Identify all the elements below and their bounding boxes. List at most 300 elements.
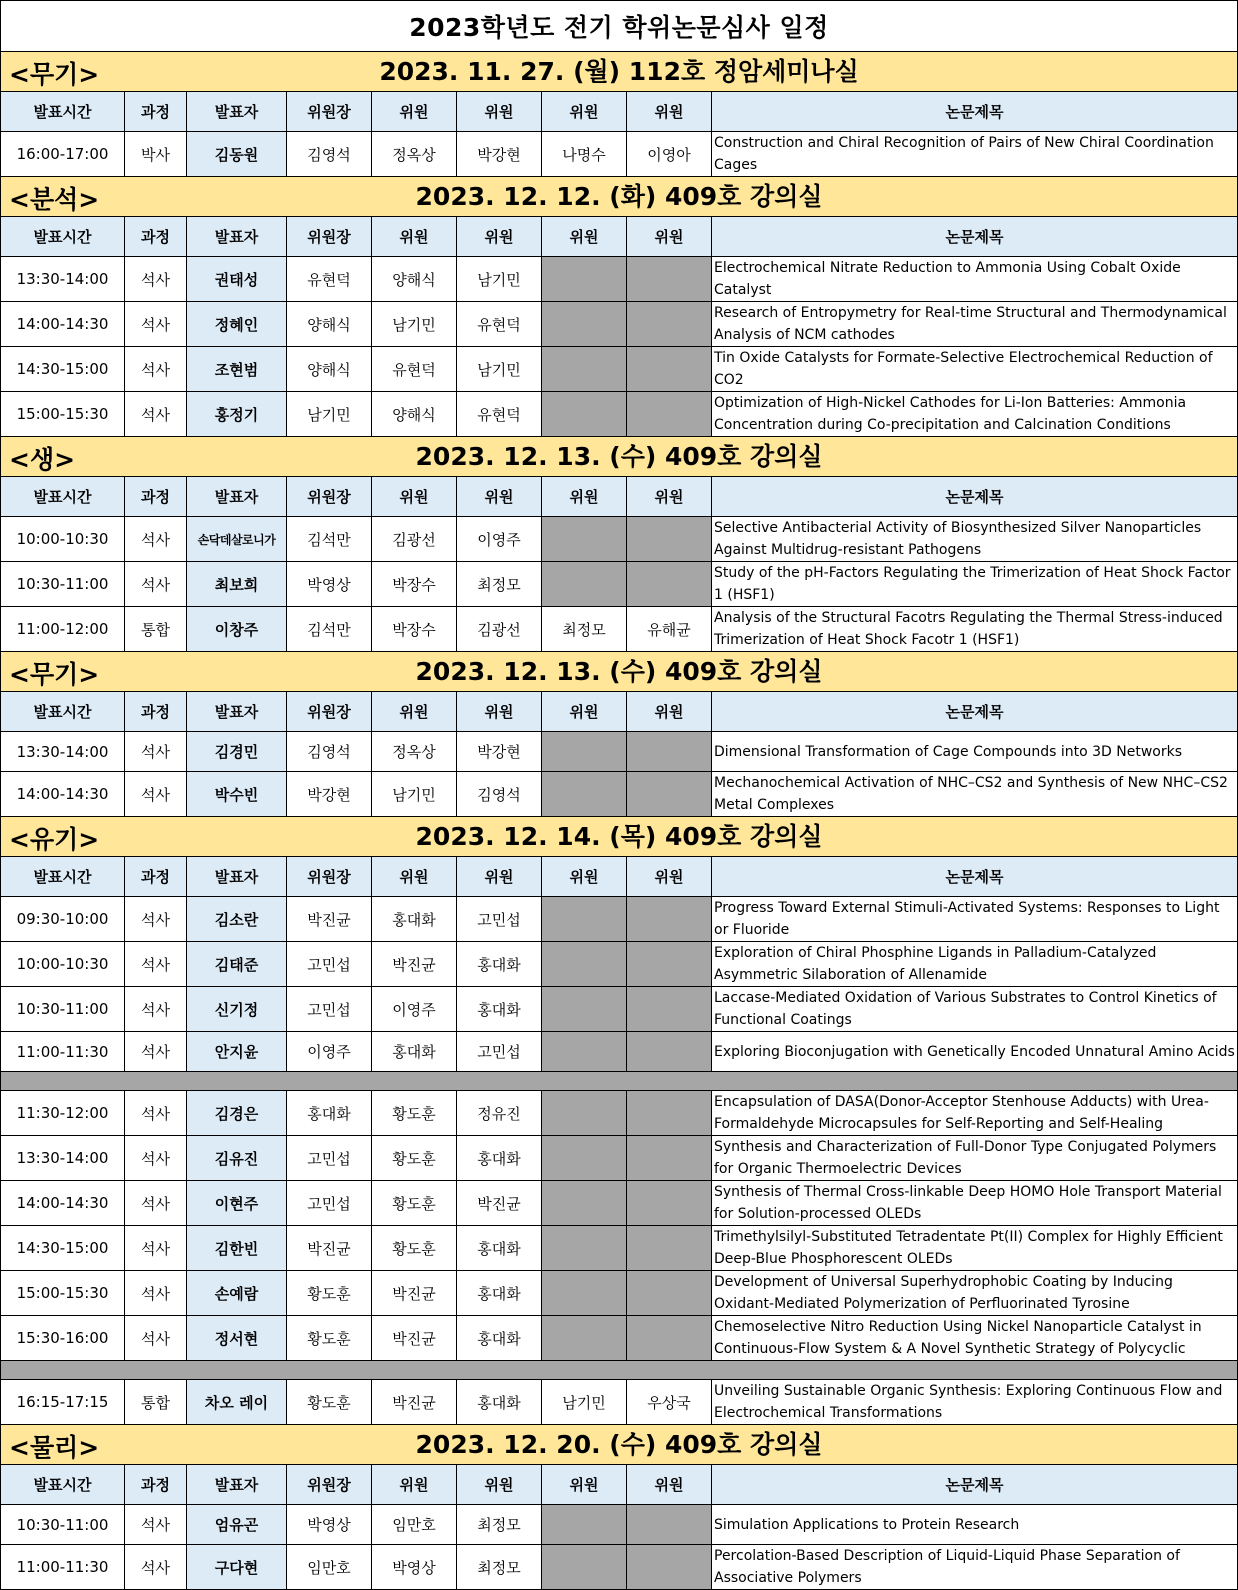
column-header: 위원	[542, 857, 627, 897]
table-row	[1, 257, 1238, 302]
column-header: 발표시간	[1, 217, 125, 257]
course-cell: 석사	[125, 1226, 187, 1271]
member-cell	[542, 1226, 627, 1271]
time-cell: 11:30-12:00	[1, 1091, 125, 1136]
member-cell	[627, 897, 712, 942]
section-header	[1, 817, 1238, 857]
time-cell: 15:30-16:00	[1, 1316, 125, 1361]
member-cell	[627, 347, 712, 392]
presenter-cell: 김한빈	[187, 1226, 287, 1271]
member-cell	[542, 942, 627, 987]
member-cell: 이영주	[372, 987, 457, 1032]
presenter-cell: 손닥데살로니가	[187, 517, 287, 562]
presenter-cell: 김태준	[187, 942, 287, 987]
table-row	[1, 392, 1238, 437]
title-cell: Synthesis of Thermal Cross-linkable Deep HOMO Hole Transport Material for Solution-processed OLEDs	[712, 1181, 1238, 1226]
title-cell: Dimensional Transformation of Cage Compounds into 3D Networks	[712, 732, 1238, 772]
member-cell: 황도훈	[372, 1226, 457, 1271]
column-header: 위원장	[287, 217, 372, 257]
section-category: <물리>	[9, 1433, 100, 1462]
time-cell: 10:30-11:00	[1, 987, 125, 1032]
time-cell: 10:00-10:30	[1, 517, 125, 562]
section-category: <유기>	[9, 825, 100, 854]
column-header: 논문제목	[712, 1465, 1238, 1505]
course-cell: 석사	[125, 1032, 187, 1072]
chair-cell: 황도훈	[287, 1316, 372, 1361]
member-cell	[627, 1226, 712, 1271]
member-cell	[542, 1545, 627, 1590]
column-header: 위원	[542, 1465, 627, 1505]
member-cell: 박진균	[372, 1316, 457, 1361]
member-cell: 홍대화	[457, 1271, 542, 1316]
column-header: 발표자	[187, 1465, 287, 1505]
time-cell: 10:30-11:00	[1, 1505, 125, 1545]
presenter-cell: 차오 레이	[187, 1380, 287, 1425]
column-header: 위원	[372, 857, 457, 897]
chair-cell: 박강현	[287, 772, 372, 817]
member-cell	[542, 517, 627, 562]
member-cell	[627, 1091, 712, 1136]
column-header: 위원장	[287, 477, 372, 517]
member-cell: 정옥상	[372, 132, 457, 177]
table-row	[1, 772, 1238, 817]
member-cell: 김영석	[457, 772, 542, 817]
member-cell: 박장수	[372, 562, 457, 607]
column-header: 논문제목	[712, 477, 1238, 517]
column-header: 위원	[457, 477, 542, 517]
column-header: 논문제목	[712, 92, 1238, 132]
section-header	[1, 652, 1238, 692]
section-banner	[1, 52, 1238, 92]
member-cell: 남기민	[372, 772, 457, 817]
presenter-cell: 손예람	[187, 1271, 287, 1316]
title-cell: Laccase-Mediated Oxidation of Various Substrates to Control Kinetics of Functional Coatings	[712, 987, 1238, 1032]
column-header: 위원	[457, 692, 542, 732]
member-cell	[542, 772, 627, 817]
title-cell: Development of Universal Superhydrophobic Coating by Inducing Oxidant-Mediated Polymerization of Perfluorinated Tyrosine	[712, 1271, 1238, 1316]
member-cell: 박강현	[457, 132, 542, 177]
column-header: 위원	[627, 857, 712, 897]
column-header-row	[1, 477, 1238, 517]
member-cell	[542, 347, 627, 392]
member-cell: 최정모	[457, 1505, 542, 1545]
member-cell: 홍대화	[457, 1380, 542, 1425]
column-header: 발표시간	[1, 857, 125, 897]
table-row	[1, 1505, 1238, 1545]
title-row	[1, 1, 1238, 52]
section-banner	[1, 1425, 1238, 1465]
member-cell: 황도훈	[372, 1136, 457, 1181]
chair-cell: 양해식	[287, 302, 372, 347]
title-cell: Study of the pH-Factors Regulating the Trimerization of Heat Shock Factor 1 (HSF1)	[712, 562, 1238, 607]
member-cell: 이영아	[627, 132, 712, 177]
column-header: 과정	[125, 217, 187, 257]
member-cell: 남기민	[372, 302, 457, 347]
presenter-cell: 김경은	[187, 1091, 287, 1136]
column-header: 발표자	[187, 92, 287, 132]
member-cell: 이영주	[457, 517, 542, 562]
chair-cell: 김석만	[287, 517, 372, 562]
break-row	[1, 1072, 1238, 1091]
column-header: 위원장	[287, 1465, 372, 1505]
course-cell: 석사	[125, 257, 187, 302]
chair-cell: 이영주	[287, 1032, 372, 1072]
member-cell: 홍대화	[457, 1316, 542, 1361]
time-cell: 11:00-11:30	[1, 1032, 125, 1072]
column-header: 위원	[627, 1465, 712, 1505]
column-header: 논문제목	[712, 857, 1238, 897]
course-cell: 석사	[125, 392, 187, 437]
chair-cell: 고민섭	[287, 1136, 372, 1181]
chair-cell: 남기민	[287, 392, 372, 437]
title-cell: Selective Antibacterial Activity of Biosynthesized Silver Nanoparticles Against Multidrug-resistant Pathogens	[712, 517, 1238, 562]
time-cell: 16:15-17:15	[1, 1380, 125, 1425]
section-header	[1, 1425, 1238, 1465]
table-row	[1, 132, 1238, 177]
table-row	[1, 607, 1238, 652]
time-cell: 10:00-10:30	[1, 942, 125, 987]
member-cell: 황도훈	[372, 1091, 457, 1136]
member-cell: 홍대화	[457, 942, 542, 987]
time-cell: 13:30-14:00	[1, 732, 125, 772]
presenter-cell: 김동원	[187, 132, 287, 177]
section-date-venue: 2023. 12. 13. (수) 409호 강의실	[415, 656, 823, 686]
time-cell: 15:00-15:30	[1, 1271, 125, 1316]
column-header: 과정	[125, 1465, 187, 1505]
table-row	[1, 1181, 1238, 1226]
column-header-row	[1, 92, 1238, 132]
chair-cell: 황도훈	[287, 1380, 372, 1425]
column-header: 과정	[125, 477, 187, 517]
column-header: 발표자	[187, 692, 287, 732]
column-header: 위원	[457, 92, 542, 132]
member-cell	[542, 1316, 627, 1361]
presenter-cell: 엄유곤	[187, 1505, 287, 1545]
member-cell	[627, 1545, 712, 1590]
member-cell: 남기민	[457, 257, 542, 302]
time-cell: 14:30-15:00	[1, 1226, 125, 1271]
presenter-cell: 구다현	[187, 1545, 287, 1590]
member-cell: 박강현	[457, 732, 542, 772]
member-cell: 최정모	[542, 607, 627, 652]
column-header: 위원	[457, 1465, 542, 1505]
table-row	[1, 732, 1238, 772]
member-cell: 박진균	[457, 1181, 542, 1226]
column-header: 위원장	[287, 692, 372, 732]
table-row	[1, 1226, 1238, 1271]
table-row	[1, 347, 1238, 392]
member-cell: 홍대화	[372, 897, 457, 942]
presenter-cell: 조현범	[187, 347, 287, 392]
column-header: 발표시간	[1, 92, 125, 132]
member-cell	[542, 302, 627, 347]
course-cell: 석사	[125, 772, 187, 817]
member-cell: 홍대화	[372, 1032, 457, 1072]
table-row	[1, 562, 1238, 607]
section-date-venue: 2023. 12. 13. (수) 409호 강의실	[415, 441, 823, 471]
chair-cell: 고민섭	[287, 1181, 372, 1226]
title-cell: Synthesis and Characterization of Full-Donor Type Conjugated Polymers for Organic Thermoelectric Devices	[712, 1136, 1238, 1181]
member-cell: 홍대화	[457, 1226, 542, 1271]
column-header: 위원장	[287, 92, 372, 132]
member-cell: 유해균	[627, 607, 712, 652]
member-cell: 유현덕	[457, 302, 542, 347]
title-cell: Encapsulation of DASA(Donor-Acceptor Stenhouse Adducts) with Urea-Formaldehyde Microcapsules for Self-Reporting and Self-Healing	[712, 1091, 1238, 1136]
column-header: 발표시간	[1, 1465, 125, 1505]
presenter-cell: 이창주	[187, 607, 287, 652]
table-row	[1, 897, 1238, 942]
member-cell: 김광선	[457, 607, 542, 652]
member-cell	[627, 392, 712, 437]
presenter-cell: 박수빈	[187, 772, 287, 817]
section-category: <무기>	[9, 660, 100, 689]
chair-cell: 홍대화	[287, 1091, 372, 1136]
presenter-cell: 최보희	[187, 562, 287, 607]
title-cell: Research of Entropymetry for Real-time Structural and Thermodynamical Analysis of NCM cathodes	[712, 302, 1238, 347]
presenter-cell: 김소란	[187, 897, 287, 942]
course-cell: 석사	[125, 302, 187, 347]
member-cell: 고민섭	[457, 1032, 542, 1072]
title-cell: Tin Oxide Catalysts for Formate-Selective Electrochemical Reduction of CO2	[712, 347, 1238, 392]
member-cell	[627, 1181, 712, 1226]
course-cell: 석사	[125, 517, 187, 562]
break-cell	[1, 1361, 1238, 1380]
course-cell: 석사	[125, 1136, 187, 1181]
course-cell: 박사	[125, 132, 187, 177]
title-cell: Exploration of Chiral Phosphine Ligands in Palladium-Catalyzed Asymmetric Silaboration of Allenamide	[712, 942, 1238, 987]
column-header: 위원장	[287, 857, 372, 897]
section-header	[1, 52, 1238, 92]
member-cell: 양해식	[372, 257, 457, 302]
column-header: 위원	[457, 217, 542, 257]
table-row	[1, 1545, 1238, 1590]
table-row	[1, 302, 1238, 347]
column-header: 위원	[542, 92, 627, 132]
member-cell: 박진균	[372, 1271, 457, 1316]
column-header: 위원	[627, 92, 712, 132]
presenter-cell: 신기정	[187, 987, 287, 1032]
title-cell: Exploring Bioconjugation with Genetically Encoded Unnatural Amino Acids	[712, 1032, 1238, 1072]
time-cell: 13:30-14:00	[1, 257, 125, 302]
member-cell	[542, 987, 627, 1032]
course-cell: 석사	[125, 1091, 187, 1136]
member-cell	[627, 772, 712, 817]
member-cell: 정유진	[457, 1091, 542, 1136]
chair-cell: 양해식	[287, 347, 372, 392]
member-cell: 김광선	[372, 517, 457, 562]
time-cell: 11:00-12:00	[1, 607, 125, 652]
member-cell: 박영상	[372, 1545, 457, 1590]
time-cell: 14:30-15:00	[1, 347, 125, 392]
title-cell: Analysis of the Structural Facotrs Regulating the Thermal Stress-induced Trimerization of Heat Shock Facotr 1 (HSF1)	[712, 607, 1238, 652]
member-cell	[542, 392, 627, 437]
member-cell	[542, 257, 627, 302]
time-cell: 13:30-14:00	[1, 1136, 125, 1181]
course-cell: 석사	[125, 897, 187, 942]
member-cell	[627, 1271, 712, 1316]
member-cell: 남기민	[457, 347, 542, 392]
chair-cell: 박진균	[287, 897, 372, 942]
member-cell: 박장수	[372, 607, 457, 652]
presenter-cell: 김유진	[187, 1136, 287, 1181]
column-header: 발표자	[187, 477, 287, 517]
member-cell	[542, 897, 627, 942]
section-banner	[1, 652, 1238, 692]
column-header: 논문제목	[712, 692, 1238, 732]
member-cell: 남기민	[542, 1380, 627, 1425]
chair-cell: 김영석	[287, 132, 372, 177]
presenter-cell: 정혜인	[187, 302, 287, 347]
table-row	[1, 1380, 1238, 1425]
title-cell: Unveiling Sustainable Organic Synthesis: Exploring Continuous Flow and Electrochemical Transformations	[712, 1380, 1238, 1425]
presenter-cell: 안지윤	[187, 1032, 287, 1072]
title-cell: Chemoselective Nitro Reduction Using Nickel Nanoparticle Catalyst in Continuous-Flow System & A Novel Synthetic Strategy of Polycyclic	[712, 1316, 1238, 1361]
time-cell: 10:30-11:00	[1, 562, 125, 607]
member-cell: 우상국	[627, 1380, 712, 1425]
column-header: 과정	[125, 692, 187, 732]
presenter-cell: 김경민	[187, 732, 287, 772]
column-header-row	[1, 692, 1238, 732]
time-cell: 15:00-15:30	[1, 392, 125, 437]
title-cell: Trimethylsilyl-Substituted Tetradentate Pt(II) Complex for Highly Efficient Deep-Blue Phosphorescent OLEDs	[712, 1226, 1238, 1271]
course-cell: 통합	[125, 1380, 187, 1425]
section-category: <무기>	[9, 60, 100, 89]
chair-cell: 임만호	[287, 1545, 372, 1590]
time-cell: 14:00-14:30	[1, 1181, 125, 1226]
title-cell: Optimization of High-Nickel Cathodes for Li-Ion Batteries: Ammonia Concentration during Co-precipitation and Calcination Conditions	[712, 392, 1238, 437]
member-cell: 정옥상	[372, 732, 457, 772]
section-date-venue: 2023. 12. 12. (화) 409호 강의실	[415, 181, 823, 211]
time-cell: 11:00-11:30	[1, 1545, 125, 1590]
column-header: 위원	[542, 217, 627, 257]
member-cell	[627, 1136, 712, 1181]
chair-cell: 박진균	[287, 1226, 372, 1271]
column-header: 위원	[372, 692, 457, 732]
section-banner	[1, 437, 1238, 477]
section-banner	[1, 817, 1238, 857]
presenter-cell: 이현주	[187, 1181, 287, 1226]
member-cell: 홍대화	[457, 1136, 542, 1181]
column-header: 위원	[627, 217, 712, 257]
title-cell: Simulation Applications to Protein Research	[712, 1505, 1238, 1545]
time-cell: 16:00-17:00	[1, 132, 125, 177]
title-cell: Mechanochemical Activation of NHC–CS2 and Synthesis of New NHC–CS2 Metal Complexes	[712, 772, 1238, 817]
member-cell	[627, 732, 712, 772]
section-banner	[1, 177, 1238, 217]
course-cell: 석사	[125, 1505, 187, 1545]
chair-cell: 고민섭	[287, 942, 372, 987]
column-header: 위원	[457, 857, 542, 897]
course-cell: 석사	[125, 1316, 187, 1361]
time-cell: 14:00-14:30	[1, 772, 125, 817]
member-cell	[627, 942, 712, 987]
member-cell	[542, 1505, 627, 1545]
table-row	[1, 942, 1238, 987]
member-cell	[542, 732, 627, 772]
member-cell: 황도훈	[372, 1181, 457, 1226]
chair-cell: 박영상	[287, 1505, 372, 1545]
member-cell	[627, 987, 712, 1032]
presenter-cell: 권태성	[187, 257, 287, 302]
member-cell: 최정모	[457, 562, 542, 607]
column-header: 위원	[542, 692, 627, 732]
course-cell: 석사	[125, 732, 187, 772]
member-cell	[542, 1136, 627, 1181]
column-header: 과정	[125, 857, 187, 897]
table-row	[1, 1091, 1238, 1136]
title-cell: Progress Toward External Stimuli-Activated Systems: Responses to Light or Fluoride	[712, 897, 1238, 942]
column-header: 위원	[372, 477, 457, 517]
member-cell	[542, 1091, 627, 1136]
course-cell: 석사	[125, 1181, 187, 1226]
course-cell: 석사	[125, 942, 187, 987]
table-row	[1, 1271, 1238, 1316]
chair-cell: 김석만	[287, 607, 372, 652]
course-cell: 석사	[125, 562, 187, 607]
member-cell: 박진균	[372, 942, 457, 987]
chair-cell: 김영석	[287, 732, 372, 772]
column-header: 위원	[372, 217, 457, 257]
member-cell: 양해식	[372, 392, 457, 437]
column-header: 논문제목	[712, 217, 1238, 257]
member-cell	[627, 1316, 712, 1361]
column-header: 위원	[372, 1465, 457, 1505]
member-cell	[542, 562, 627, 607]
member-cell: 유현덕	[457, 392, 542, 437]
column-header-row	[1, 217, 1238, 257]
section-date-venue: 2023. 12. 20. (수) 409호 강의실	[415, 1429, 823, 1459]
chair-cell: 고민섭	[287, 987, 372, 1032]
column-header: 위원	[627, 477, 712, 517]
member-cell	[542, 1181, 627, 1226]
course-cell: 석사	[125, 1545, 187, 1590]
title-cell: Electrochemical Nitrate Reduction to Ammonia Using Cobalt Oxide Catalyst	[712, 257, 1238, 302]
break-row	[1, 1361, 1238, 1380]
member-cell	[627, 1505, 712, 1545]
member-cell: 나명수	[542, 132, 627, 177]
course-cell: 석사	[125, 347, 187, 392]
column-header-row	[1, 857, 1238, 897]
section-header	[1, 177, 1238, 217]
presenter-cell: 홍정기	[187, 392, 287, 437]
chair-cell: 황도훈	[287, 1271, 372, 1316]
title-cell: Percolation-Based Description of Liquid-Liquid Phase Separation of Associative Polymers	[712, 1545, 1238, 1590]
column-header-row	[1, 1465, 1238, 1505]
section-header	[1, 437, 1238, 477]
member-cell: 임만호	[372, 1505, 457, 1545]
table-row	[1, 1316, 1238, 1361]
member-cell: 고민섭	[457, 897, 542, 942]
time-cell: 14:00-14:30	[1, 302, 125, 347]
column-header: 발표자	[187, 857, 287, 897]
member-cell	[627, 1032, 712, 1072]
member-cell	[627, 562, 712, 607]
table-row	[1, 1136, 1238, 1181]
presenter-cell: 정서현	[187, 1316, 287, 1361]
break-cell	[1, 1072, 1238, 1091]
section-category: <분석>	[9, 185, 100, 214]
page-title: 2023학년도 전기 학위논문심사 일정	[1, 1, 1238, 52]
column-header: 위원	[542, 477, 627, 517]
column-header: 발표자	[187, 217, 287, 257]
title-cell: Construction and Chiral Recognition of Pairs of New Chiral Coordination Cages	[712, 132, 1238, 177]
column-header: 위원	[627, 692, 712, 732]
chair-cell: 박영상	[287, 562, 372, 607]
course-cell: 석사	[125, 987, 187, 1032]
column-header: 위원	[372, 92, 457, 132]
table-row	[1, 517, 1238, 562]
member-cell: 박진균	[372, 1380, 457, 1425]
